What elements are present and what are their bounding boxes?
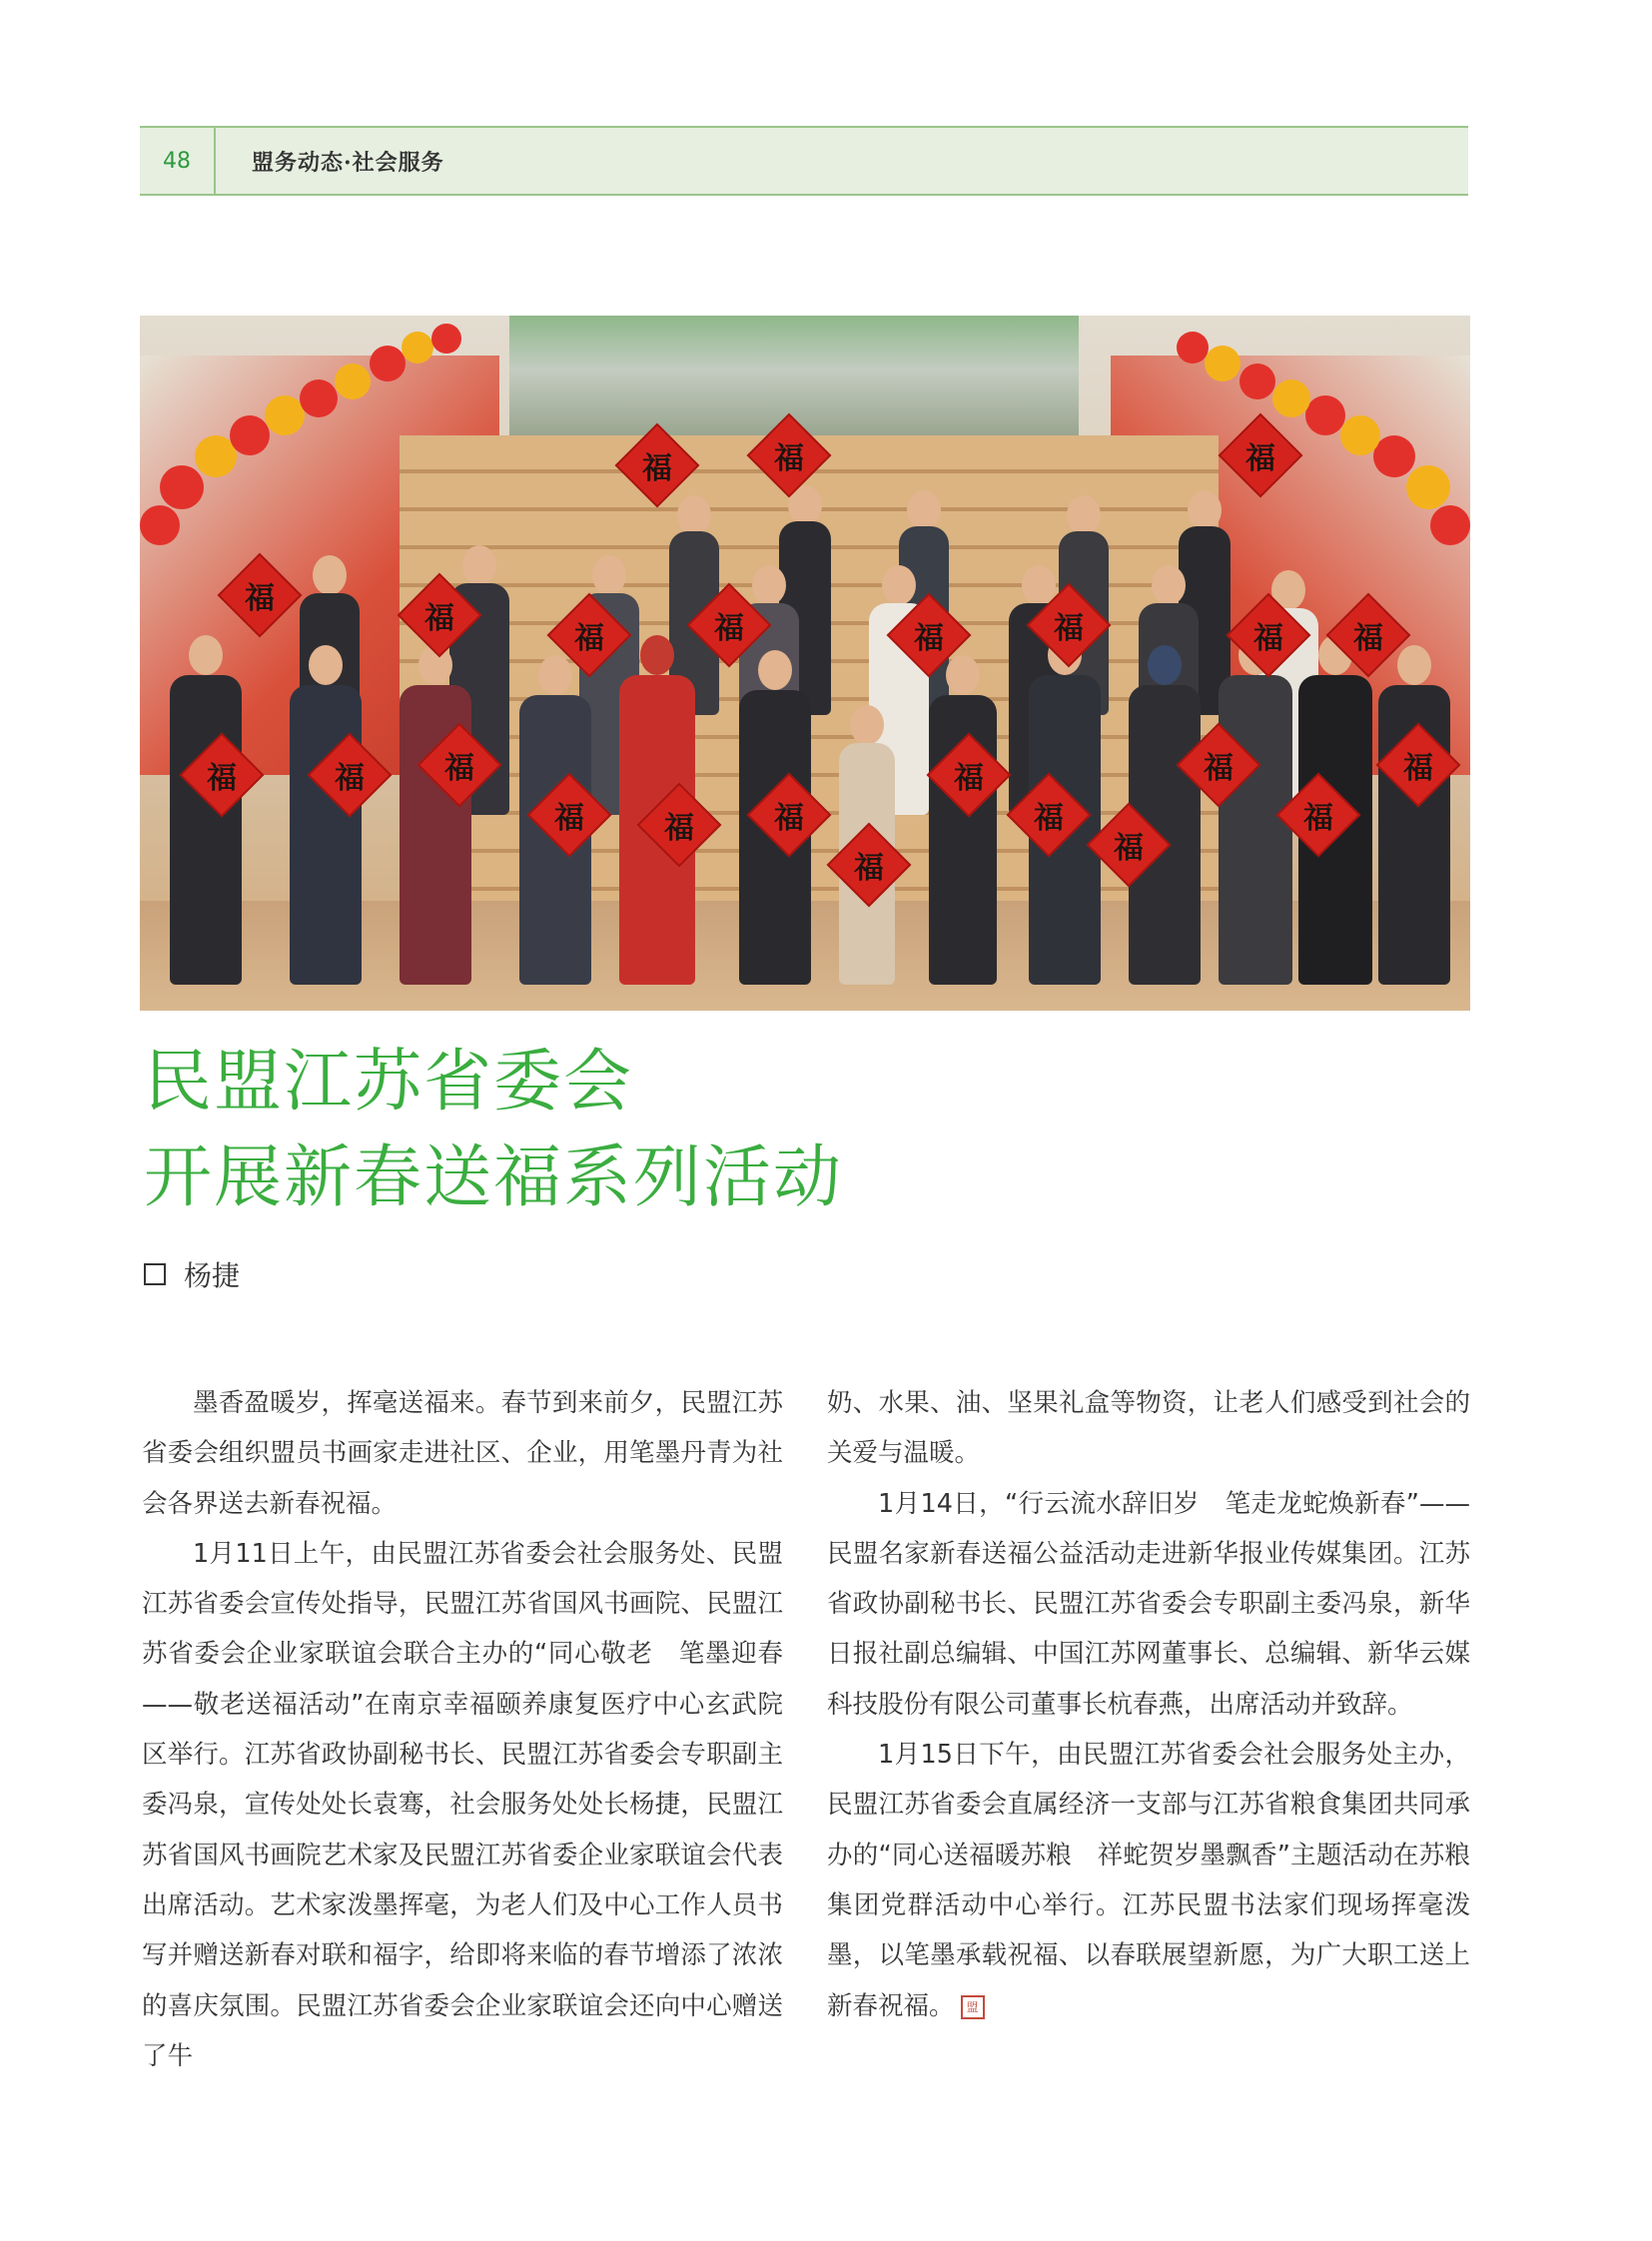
fu-card: 福: [1326, 593, 1411, 678]
person: [170, 635, 242, 985]
fu-card: 福: [547, 593, 632, 678]
fu-card: 福: [747, 773, 832, 858]
fu-card: 福: [927, 733, 1012, 818]
fu-card: 福: [398, 573, 482, 658]
fu-card: 福: [1219, 413, 1303, 498]
article-title: [144, 1035, 1342, 1226]
fu-card: 福: [180, 733, 265, 818]
person: [1378, 645, 1450, 985]
section-title: 盟务动态·社会服务: [252, 149, 444, 176]
paragraph: 1月11日上午，由民盟江苏省委会社会服务处、民盟江苏省委会宣传处指导，民盟江苏省国风书画院、民盟江苏省委会企业家联谊会联合主办的“同心敬老 笔墨迎春——敬老送福活动”在南京幸福颐养康复医疗中心玄武院区举行。江苏省政协副秘书长、民盟江苏省委会专职副主委冯泉，宣传处处长袁骞，社会服务处处长杨捷，民盟江苏省国风书画院艺术家及民盟江苏省委企业家联谊会代表出席活动。艺术家泼墨挥毫，为老人们及中心工作人员书写并赠送新春对联和福字，给即将来临的春节增添了浓浓的喜庆氛围。民盟江苏省委会企业家联谊会还向中心赠送了牛: [142, 1538, 783, 2071]
group-photo: [140, 316, 1470, 1011]
balloon: [160, 465, 204, 509]
balloon: [1373, 435, 1415, 477]
fu-card: 福: [527, 773, 612, 858]
balloon: [1406, 465, 1450, 509]
balloon: [1177, 332, 1209, 364]
balloon: [431, 324, 461, 354]
fu-card: 福: [747, 413, 832, 498]
fu-card: 福: [1007, 773, 1092, 858]
fu-card: 福: [218, 553, 303, 638]
balloon: [230, 415, 270, 455]
balloon: [1205, 346, 1240, 381]
author-name: 杨捷: [184, 1259, 241, 1292]
balloon: [370, 346, 406, 381]
balloon: [140, 505, 180, 545]
balloon: [1239, 364, 1275, 399]
balloon: [300, 379, 338, 417]
fu-card: 福: [1227, 593, 1311, 678]
fu-card: 福: [827, 823, 912, 908]
fu-card: 福: [615, 423, 700, 508]
balloon: [265, 395, 305, 435]
balloon: [335, 364, 371, 399]
title-line-2: 开展新春送福系列活动: [144, 1138, 844, 1217]
paragraph-last: [827, 1730, 1470, 2031]
fu-card: 福: [417, 723, 502, 808]
paragraph: 1月14日，“行云流水辞旧岁 笔走龙蛇焕新春”——民盟名家新春送福公益活动走进新华报业传媒集团。江苏省政协副秘书长、民盟江苏省委会专职副主委冯泉，新华日报社副总编辑、中国江苏网董事长、总编辑、新华云媒科技股份有限公司董事长杭春燕，出席活动并致辞。: [827, 1488, 1470, 1720]
fu-card: 福: [1177, 723, 1261, 808]
fu-card: 福: [1027, 583, 1112, 668]
balloon: [1340, 415, 1380, 455]
fu-card: 福: [1276, 773, 1361, 858]
fu-card: 福: [1087, 803, 1172, 888]
author-byline: [144, 1254, 240, 1294]
balloon: [402, 332, 433, 364]
page-header: [140, 126, 1468, 196]
paragraph-continuation: 奶、水果、油、坚果礼盒等物资，让老人们感受到社会的关爱与温暖。: [827, 1388, 1470, 1469]
end-mark-icon: 盟: [961, 1995, 985, 2019]
balloon: [1430, 505, 1470, 545]
page-number: 48: [140, 128, 216, 194]
title-line-1: 民盟江苏省委会: [144, 1043, 634, 1121]
article-column-left: [142, 1378, 783, 2081]
balloon: [1272, 379, 1310, 417]
fu-card: 福: [1376, 723, 1461, 808]
balloon: [1305, 395, 1345, 435]
person: [929, 655, 997, 985]
paragraph-text: 1月15日下午，由民盟江苏省委会社会服务处主办，民盟江苏省委会直属经济一支部与江苏省粮食集团共同承办的“同心送福暖苏粮 祥蛇贺岁墨飘香”主题活动在苏粮集团党群活动中心举行。江苏民盟书法家们现场挥毫泼墨，以笔墨承载祝福、以春联展望新愿，为广大职工送上新春祝福。: [827, 1740, 1470, 2021]
square-icon: [144, 1263, 166, 1285]
fu-card: 福: [687, 583, 772, 668]
article-column-right: [827, 1378, 1470, 2031]
fu-card: 福: [308, 733, 393, 818]
paragraph: 墨香盈暖岁，挥毫送福来。春节到来前夕，民盟江苏省委会组织盟员书画家走进社区、企业，用笔墨丹青为社会各界送去新春祝福。: [142, 1388, 783, 1519]
fu-card: 福: [887, 593, 972, 678]
fu-card: 福: [637, 783, 722, 868]
person: [400, 645, 471, 985]
